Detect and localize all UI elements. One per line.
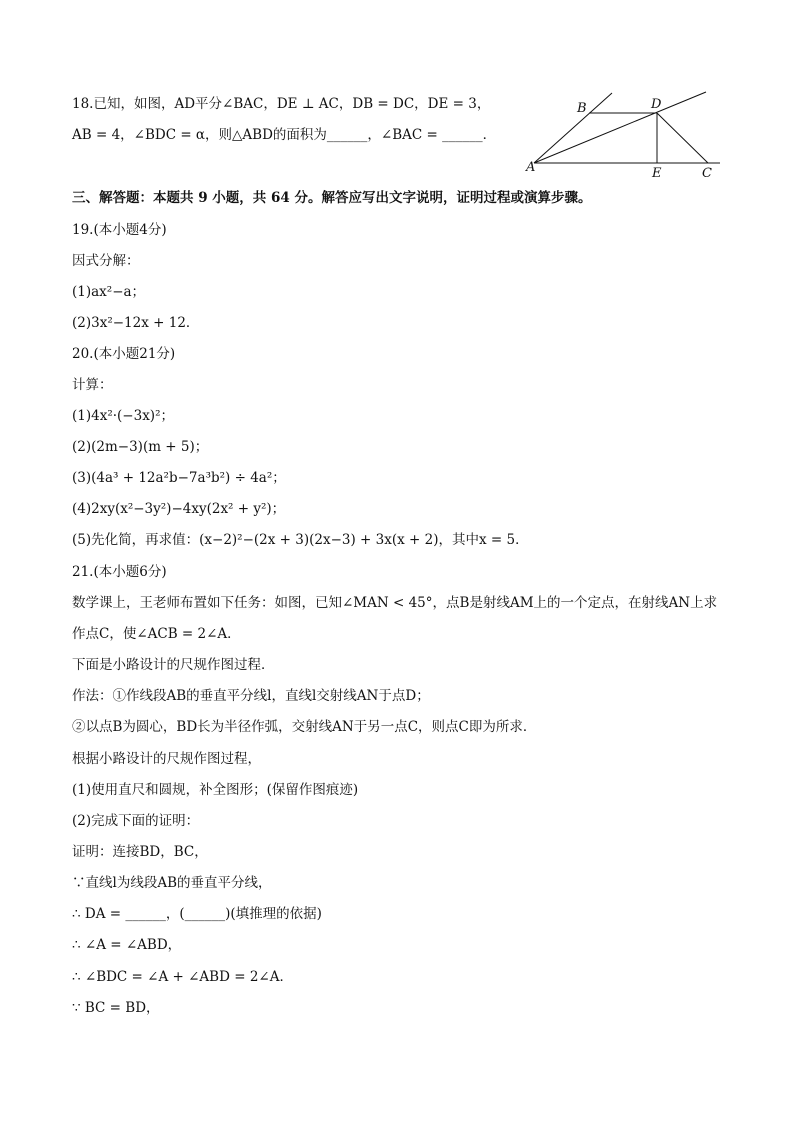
- label-b: B: [577, 101, 587, 116]
- ray-am: [534, 93, 612, 163]
- label-a: A: [526, 160, 536, 175]
- text-line: (1)ax²−a；: [72, 284, 146, 300]
- text-line: ∴ DA = ______，(______)(填推理的依据): [72, 906, 322, 922]
- ray-ad: [534, 92, 706, 163]
- section-heading: 三、解答题：本题共 9 小题，共 64 分。解答应写出文字说明，证明过程或演算步骤。: [72, 190, 592, 206]
- label-c: C: [702, 166, 712, 181]
- text-line: ∴ ∠BDC = ∠A + ∠ABD = 2∠A．: [72, 969, 293, 985]
- triangle-diagram: [524, 86, 730, 182]
- segment-dc: [657, 113, 708, 163]
- text-line: 数学课上，王老师布置如下任务：如图，已知∠MAN < 45°，点B是射线AM上的一个定点，在射线AN上求: [72, 595, 718, 611]
- text-line: 21.(本小题6分): [72, 564, 167, 580]
- text-line: 作法：①作线段AB的垂直平分线l，直线l交射线AN于点D；: [72, 688, 430, 704]
- text-line: (4)2xy(x²−3y²)−4xy(2x² + y²)；: [72, 501, 286, 517]
- text-line: (2)完成下面的证明：: [72, 813, 200, 829]
- text-line: 证明：连接BD，BC，: [72, 844, 208, 860]
- label-d: D: [651, 97, 662, 112]
- text-line: ∵直线l为线段AB的垂直平分线，: [72, 875, 272, 891]
- text-line: AB = 4，∠BDC = α，则△ABD的面积为______，∠BAC = ______．: [72, 127, 497, 143]
- text-line: 18.已知，如图，AD平分∠BAC，DE ⊥ AC，DB = DC，DE = 3，: [72, 96, 491, 112]
- text-line: ∴ ∠A = ∠ABD，: [72, 937, 182, 953]
- label-e: E: [652, 166, 662, 181]
- text-line: 因式分解：: [72, 253, 140, 269]
- text-line: (2)3x²−12x + 12．: [72, 315, 200, 331]
- text-line: 20.(本小题21分): [72, 346, 176, 362]
- text-line: ∵ BC = BD，: [72, 1000, 160, 1016]
- text-line: (1)使用直尺和圆规，补全图形；(保留作图痕迹): [72, 782, 359, 798]
- text-line: (2)(2m−3)(m + 5)；: [72, 439, 209, 455]
- geometry-figure: [524, 86, 730, 182]
- text-line: (1)4x²·(−3x)²；: [72, 408, 174, 424]
- text-line: 作点C，使∠ACB = 2∠A．: [72, 626, 241, 642]
- text-line: 计算：: [72, 377, 113, 393]
- text-line: 根据小路设计的尺规作图过程，: [72, 751, 261, 767]
- text-line: ②以点B为圆心，BD长为半径作弧，交射线AN于另一点C，则点C即为所求．: [72, 719, 537, 735]
- text-line: (3)(4a³ + 12a²b−7a³b²) ÷ 4a²；: [72, 470, 286, 486]
- text-line: 19.(本小题4分): [72, 222, 167, 238]
- text-line: (5)先化简，再求值：(x−2)²−(2x + 3)(2x−3) + 3x(x + 2)，其中x = 5．: [72, 532, 529, 548]
- text-line: 下面是小路设计的尺规作图过程．: [72, 657, 275, 673]
